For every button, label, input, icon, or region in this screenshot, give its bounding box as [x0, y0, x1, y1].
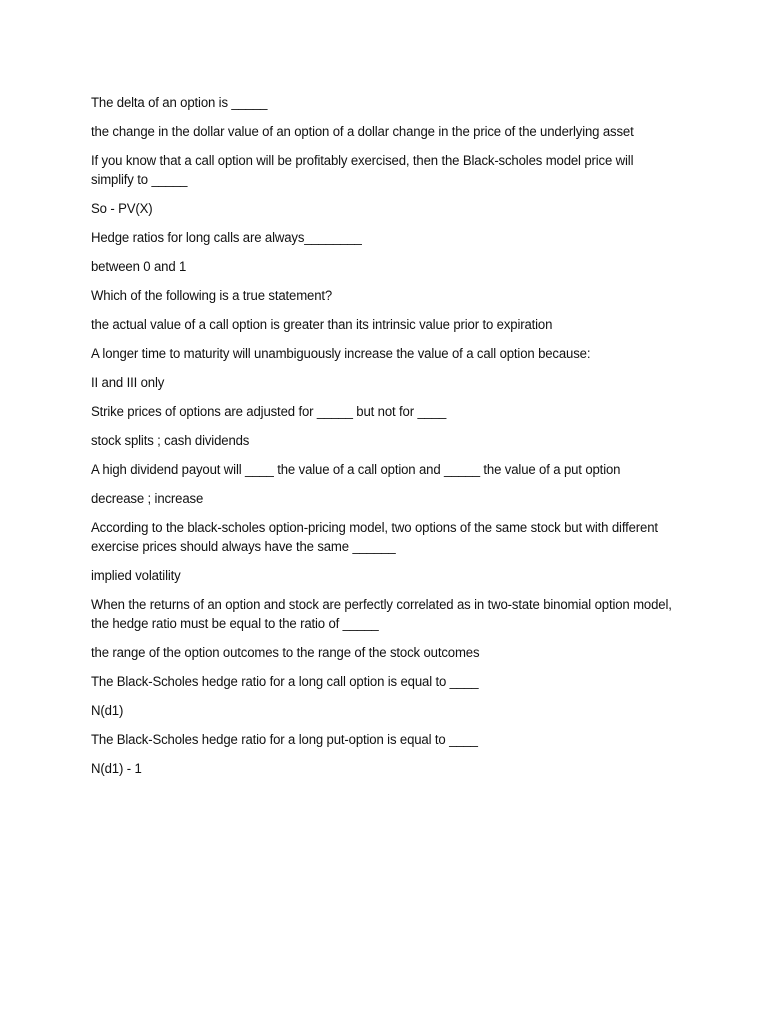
question-time-to-maturity: A longer time to maturity will unambiguously increase the value of a call option because:: [91, 346, 591, 361]
question-binomial-line-1: When the returns of an option and stock are perfectly correlated as in two-state binomial option model,: [91, 597, 672, 612]
question-dividend-payout: A high dividend payout will ____ the value of a call option and _____ the value of a put option: [91, 462, 621, 477]
question-same-stock-line-1: According to the black-scholes option-pricing model, two options of the same stock but with different: [91, 520, 658, 535]
answer-same-stock: implied volatility: [91, 568, 181, 583]
question-hedge-ratios: Hedge ratios for long calls are always________: [91, 230, 362, 245]
question-call-hedge-ratio: The Black-Scholes hedge ratio for a long call option is equal to ____: [91, 674, 479, 689]
question-put-hedge-ratio: The Black-Scholes hedge ratio for a long put-option is equal to ____: [91, 732, 478, 747]
answer-time-to-maturity: II and III only: [91, 375, 165, 390]
answer-true-statement: the actual value of a call option is greater than its intrinsic value prior to expiration: [91, 317, 553, 332]
question-same-stock-line-2: exercise prices should always have the same ______: [91, 539, 396, 554]
question-binomial-line-2: the hedge ratio must be equal to the ratio of _____: [91, 616, 379, 631]
question-black-scholes-line-1: If you know that a call option will be profitably exercised, then the Black-scholes model price will: [91, 153, 634, 168]
answer-binomial: the range of the option outcomes to the range of the stock outcomes: [91, 645, 480, 660]
question-true-statement: Which of the following is a true statement?: [91, 288, 333, 303]
answer-delta: the change in the dollar value of an option of a dollar change in the price of the underlying asset: [91, 124, 634, 139]
question-black-scholes-line-2: simplify to _____: [91, 172, 188, 187]
answer-black-scholes: So - PV(X): [91, 201, 153, 216]
answer-strike-prices: stock splits ; cash dividends: [91, 433, 250, 448]
answer-put-hedge-ratio: N(d1) - 1: [91, 761, 142, 776]
answer-call-hedge-ratio: N(d1): [91, 703, 124, 718]
answer-dividend-payout: decrease ; increase: [91, 491, 204, 506]
answer-hedge-ratios: between 0 and 1: [91, 259, 187, 274]
question-delta: The delta of an option is _____: [91, 95, 268, 110]
question-strike-prices: Strike prices of options are adjusted for _____ but not for ____: [91, 404, 447, 419]
